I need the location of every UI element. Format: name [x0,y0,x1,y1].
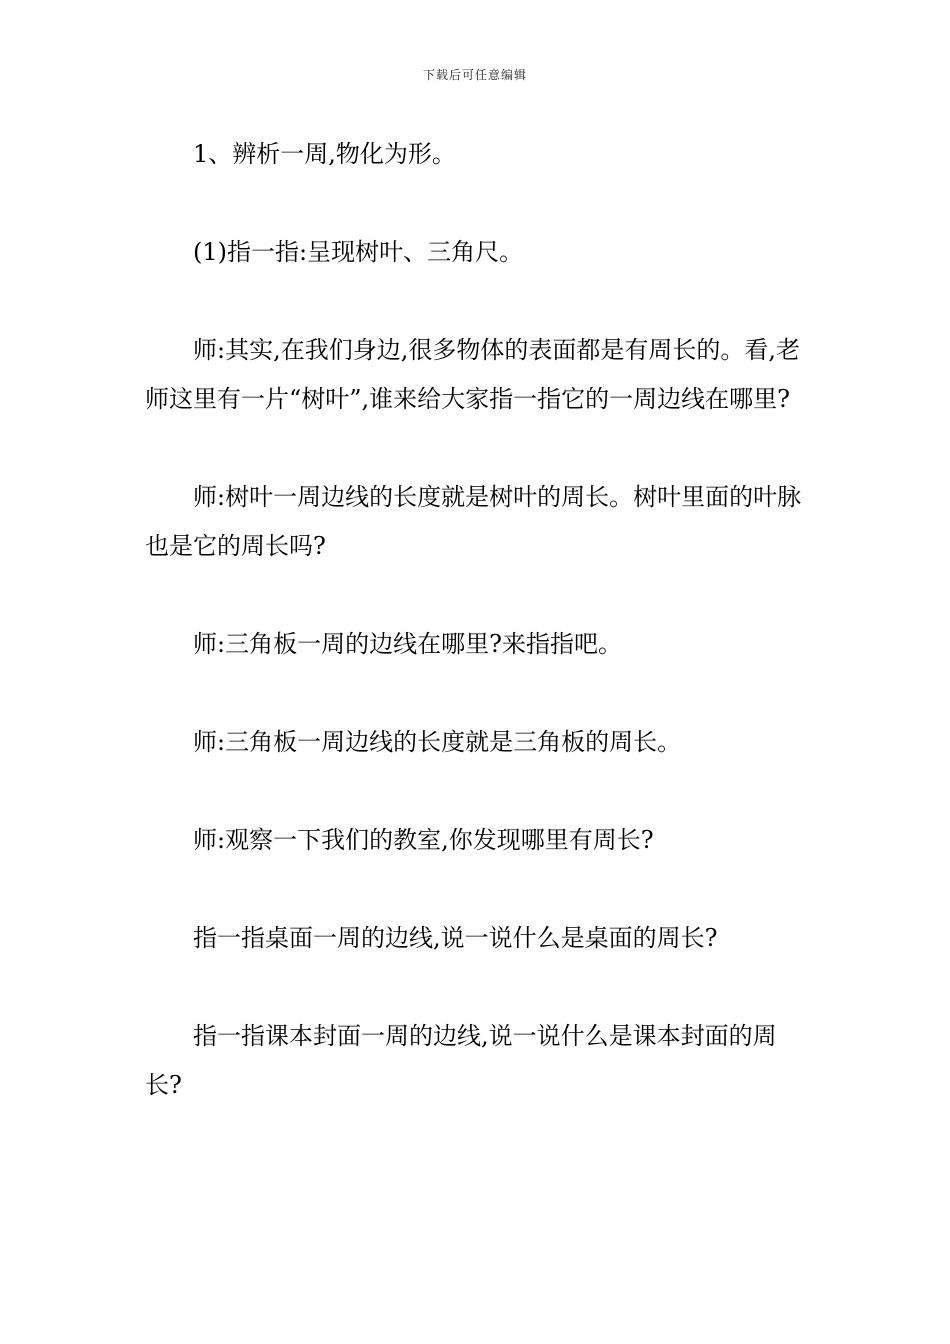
paragraph-6: 师:三角板一周边线的长度就是三角板的周长。 [193,728,682,756]
paragraph-7: 师:观察一下我们的教室,你发现哪里有周长? [193,826,654,854]
paragraph-2: (1)指一指:呈现树叶、三角尺。 [193,238,524,266]
document-body [145,130,810,1159]
page-header: 下载后可任意编辑 [422,68,527,82]
paragraph-5: 师:三角板一周的边线在哪里?来指指吧。 [193,630,622,658]
paragraph-9: 指一指课本封面一周的边线,说一说什么是课本封面的周长? [145,1022,777,1099]
paragraph-4: 师:树叶一周边线的长度就是树叶的周长。树叶里面的叶脉也是它的周长吗? [145,483,802,560]
paragraph-3: 师:其实,在我们身边,很多物体的表面都是有周长的。看,老师这里有一片“树叶”,谁来给大家指一指它的一周边线在哪里? [145,336,800,413]
paragraph-1: 1、辨析一周,物化为形。 [193,140,456,168]
paragraph-8: 指一指桌面一周的边线,说一说什么是桌面的周长? [193,924,718,952]
